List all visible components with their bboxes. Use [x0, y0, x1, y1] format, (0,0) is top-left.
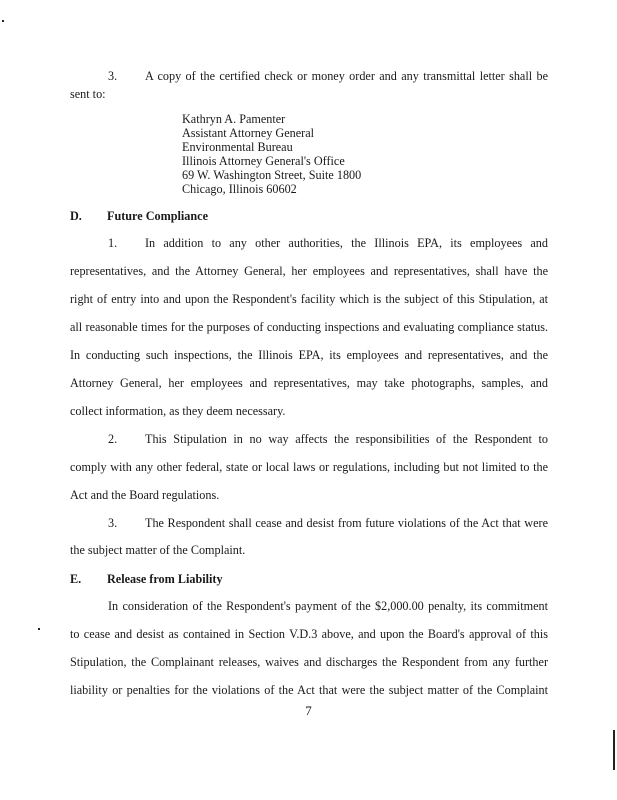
section-e-title: Release from Liability — [107, 572, 223, 586]
scan-speck — [38, 628, 40, 630]
paragraph-line: This Stipulation in no way affects the responsibilities of the Respondent to — [145, 432, 548, 446]
item3-line2: sent to: — [70, 87, 106, 101]
paragraph-line: all reasonable times for the purposes of conducting inspections and evaluating compliance status. — [70, 320, 548, 334]
paragraph-number: 1. — [108, 236, 118, 250]
paragraph-number: 3. — [108, 516, 118, 530]
address-line: 69 W. Washington Street, Suite 1800 — [182, 168, 362, 182]
scan-speck — [2, 20, 4, 22]
item3-line1: A copy of the certified check or money order and any transmittal letter shall be — [145, 69, 548, 83]
item3-number: 3. — [108, 69, 118, 83]
paragraph-line: In consideration of the Respondent's payment of the $2,000.00 penalty, its commitment — [108, 599, 548, 613]
paragraph-line: The Respondent shall cease and desist from future violations of the Act that were — [145, 516, 548, 530]
paragraph-line: In conducting such inspections, the Illinois EPA, its employees and representatives, and the — [70, 348, 548, 362]
paragraph-number: 2. — [108, 432, 118, 446]
paragraph-line: Act and the Board regulations. — [70, 488, 220, 502]
paragraph-line: representatives, and the Attorney General, her employees and representatives, shall have the — [70, 264, 548, 278]
section-e-letter: E. — [70, 572, 82, 586]
paragraph-line: Stipulation, the Complainant releases, waives and discharges the Respondent from any further — [70, 655, 548, 669]
address-line: Kathryn A. Pamenter — [182, 112, 286, 126]
address-line: Environmental Bureau — [182, 140, 293, 154]
address-line: Assistant Attorney General — [182, 126, 315, 140]
paragraph-line: liability or penalties for the violations of the Act that were the subject matter of the Complaint — [70, 683, 548, 697]
section-d-letter: D. — [70, 209, 82, 223]
section-d-title: Future Compliance — [107, 209, 208, 223]
paragraph-line: In addition to any other authorities, the Illinois EPA, its employees and — [145, 236, 548, 250]
page-number: 7 — [305, 703, 312, 718]
address-line: Chicago, Illinois 60602 — [182, 182, 297, 196]
address-line: Illinois Attorney General's Office — [182, 154, 345, 168]
scan-edge-mark — [613, 730, 615, 770]
paragraph-line: the subject matter of the Complaint. — [70, 543, 246, 557]
paragraph-line: collect information, as they deem necessary. — [70, 404, 286, 418]
paragraph-line: Attorney General, her employees and representatives, may take photographs, samples, and — [70, 376, 548, 390]
paragraph-line: comply with any other federal, state or local laws or regulations, including but not limited to the — [70, 460, 548, 474]
paragraph-line: to cease and desist as contained in Section V.D.3 above, and upon the Board's approval of this — [70, 627, 548, 641]
paragraph-line: right of entry into and upon the Respondent's facility which is the subject of this Stipulation, at — [70, 292, 548, 306]
